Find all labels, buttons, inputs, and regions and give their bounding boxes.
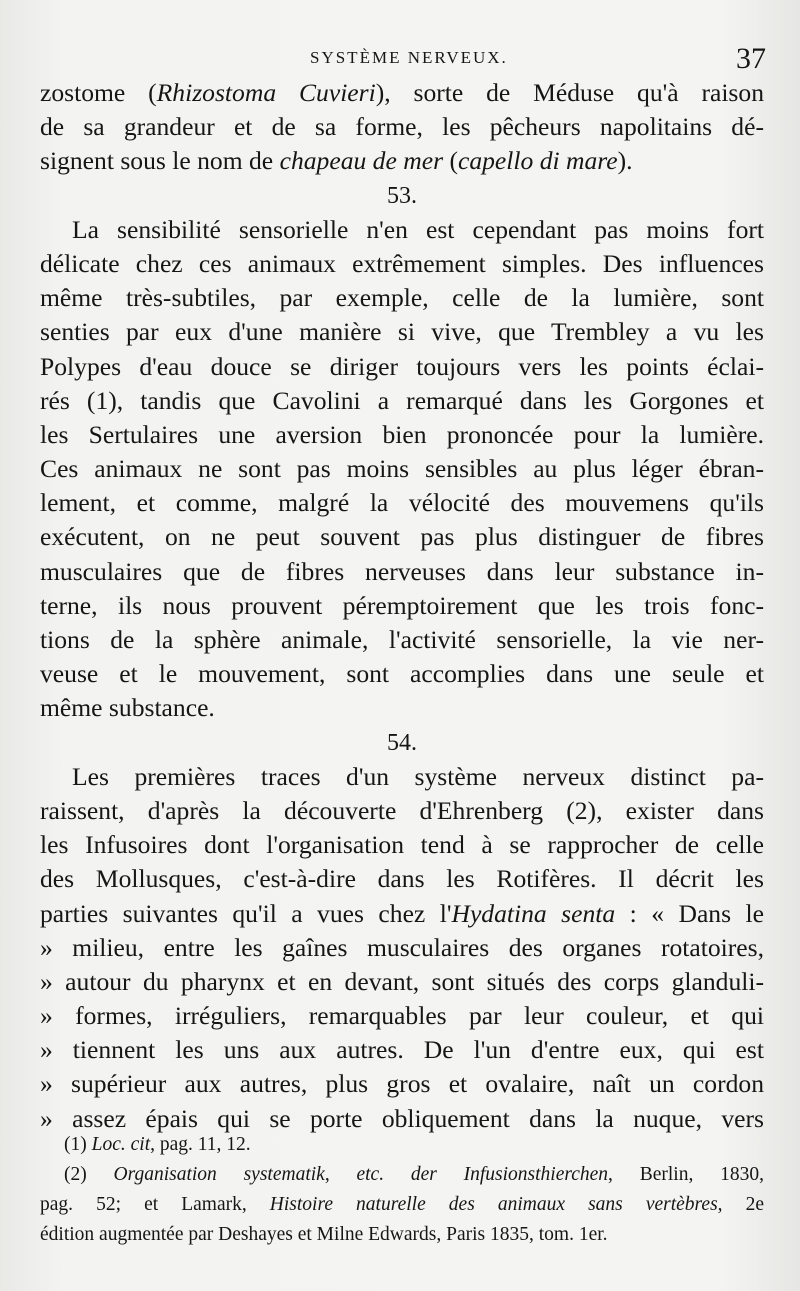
page-number: 37 bbox=[736, 42, 766, 75]
text-line bbox=[40, 520, 764, 554]
text-run: , bbox=[324, 1164, 357, 1185]
footnote-line bbox=[40, 1220, 764, 1250]
text-run: Polypes d'eau douce se diriger toujours vers les points éclai- bbox=[40, 351, 764, 381]
text-run: : « Dans le bbox=[615, 898, 764, 928]
text-run: » tiennent les uns aux autres. De l'un d'entre eux, qui est bbox=[40, 1035, 764, 1065]
italic-text: Histoire naturelle des animaux sans vertèbres bbox=[269, 1194, 718, 1215]
body-text bbox=[40, 76, 764, 1136]
text-run: zostome ( bbox=[40, 78, 157, 107]
footnotes bbox=[40, 1130, 764, 1250]
text-line bbox=[40, 144, 764, 178]
text-run: exécutent, on ne peut souvent pas plus distinguer de fibres bbox=[40, 522, 764, 552]
text-line bbox=[40, 76, 764, 110]
text-line bbox=[40, 486, 764, 520]
text-run: veuse et le mouvement, sont accomplies dans une seule et bbox=[40, 659, 764, 689]
text-run: (2) bbox=[64, 1164, 114, 1185]
text-run: les Sertulaires une aversion bien prononcée pour la lumière. bbox=[40, 419, 764, 449]
text-line bbox=[40, 828, 764, 862]
text-line bbox=[40, 418, 764, 452]
text-run: les Infusoires dont l'organisation tend à se rapprocher de celle bbox=[40, 830, 764, 860]
text-run: délicate chez ces animaux extrêmement simples. Des influences bbox=[40, 248, 764, 278]
text-run: pag. 52; et Lamark, bbox=[40, 1194, 270, 1215]
text-line bbox=[40, 1067, 764, 1101]
footnote-line bbox=[40, 1190, 764, 1220]
italic-text: Loc. cit bbox=[91, 1134, 151, 1155]
text-run: » milieu, entre les gaînes musculaires des organes rotatoires, bbox=[40, 932, 764, 962]
text-run: (1) bbox=[64, 1134, 92, 1155]
text-line bbox=[40, 555, 764, 589]
italic-text: Organisation systematik bbox=[113, 1164, 325, 1185]
text-run: des Mollusques, c'est-à-dire dans les Rotifères. Il décrit les bbox=[40, 864, 764, 894]
text-run: terne, ils nous prouvent péremptoirement que les trois fonc- bbox=[40, 590, 764, 620]
text-run: lement, et comme, malgré la vélocité des mouvemens qu'ils bbox=[40, 488, 764, 518]
text-run: » supérieur aux autres, plus gros et ovalaire, naît un cordon bbox=[40, 1069, 764, 1099]
text-line bbox=[40, 350, 764, 384]
text-run: , Berlin, 1830, bbox=[608, 1164, 764, 1185]
text-line bbox=[40, 794, 764, 828]
text-line bbox=[40, 623, 764, 657]
text-line bbox=[40, 452, 764, 486]
section-number: 54. bbox=[387, 729, 417, 756]
text-line bbox=[40, 862, 764, 896]
text-run: , 2e bbox=[717, 1194, 764, 1215]
text-run: raissent, d'après la découverte d'Ehrenberg (2), exister dans bbox=[40, 795, 764, 825]
text-line bbox=[40, 589, 764, 623]
text-run: » formes, irréguliers, remarquables par leur couleur, et qui bbox=[40, 1001, 764, 1031]
text-run: musculaires que de fibres nerveuses dans leur substance in- bbox=[40, 556, 764, 586]
text-run: signent sous le nom de bbox=[40, 146, 280, 176]
text-line bbox=[40, 247, 764, 281]
footnote-line bbox=[40, 1160, 764, 1190]
text-line bbox=[40, 213, 764, 247]
text-run: parties suivantes qu'il a vues chez l' bbox=[40, 898, 452, 928]
text-run: même très-subtiles, par exemple, celle de la lumière, sont bbox=[40, 283, 764, 313]
text-run: de sa grandeur et de sa forme, les pêcheurs napolitains dé- bbox=[40, 112, 764, 142]
footnote-line bbox=[40, 1130, 764, 1160]
section-number: 53. bbox=[387, 182, 417, 209]
text-line bbox=[40, 657, 764, 691]
text-line bbox=[40, 897, 764, 931]
text-run: tions de la sphère animale, l'activité sensorielle, la vie ner- bbox=[40, 625, 764, 654]
text-run: ). bbox=[617, 146, 633, 176]
text-run: La sensibilité sensorielle n'en est cependant pas moins fort bbox=[72, 214, 764, 244]
text-run: ), sorte de Méduse qu'à raison bbox=[375, 78, 764, 107]
text-run: » assez épais qui se porte obliquement dans la nuque, vers bbox=[40, 1103, 764, 1133]
text-line bbox=[40, 965, 764, 999]
text-run: Les premières traces d'un système nerveux distinct pa- bbox=[72, 761, 764, 791]
text-line bbox=[40, 384, 764, 418]
text-line bbox=[40, 999, 764, 1033]
running-title: SYSTÈME NERVEUX. bbox=[310, 48, 508, 67]
italic-text: capello di mare bbox=[457, 146, 618, 176]
text-line bbox=[40, 931, 764, 965]
text-run: Ces animaux ne sont pas moins sensibles au plus léger ébran- bbox=[40, 454, 764, 484]
text-line bbox=[40, 110, 764, 144]
text-line bbox=[40, 691, 764, 725]
text-line bbox=[40, 760, 764, 794]
text-run: senties par eux d'une manière si vive, que Trembley a vu les bbox=[40, 317, 764, 347]
text-run: » autour du pharynx et en devant, sont situés des corps glanduli- bbox=[40, 966, 764, 996]
italic-text: etc. der Infusionsthierchen bbox=[356, 1164, 609, 1185]
text-run: édition augmentée par Deshayes et Milne Edwards, Paris 1835, tom. 1er. bbox=[40, 1224, 608, 1245]
text-run: , pag. 11, 12. bbox=[150, 1134, 251, 1155]
italic-text: Rhizostoma Cuvieri bbox=[156, 78, 376, 107]
text-line bbox=[40, 281, 764, 315]
text-line bbox=[40, 315, 764, 349]
text-line bbox=[40, 1033, 764, 1067]
text-run: même substance. bbox=[40, 693, 215, 723]
italic-text: Hydatina senta bbox=[451, 898, 616, 928]
italic-text: chapeau de mer bbox=[279, 146, 444, 176]
text-run: rés (1), tandis que Cavolini a remarqué dans les Gorgones et bbox=[40, 385, 764, 415]
text-run: ( bbox=[443, 146, 458, 176]
